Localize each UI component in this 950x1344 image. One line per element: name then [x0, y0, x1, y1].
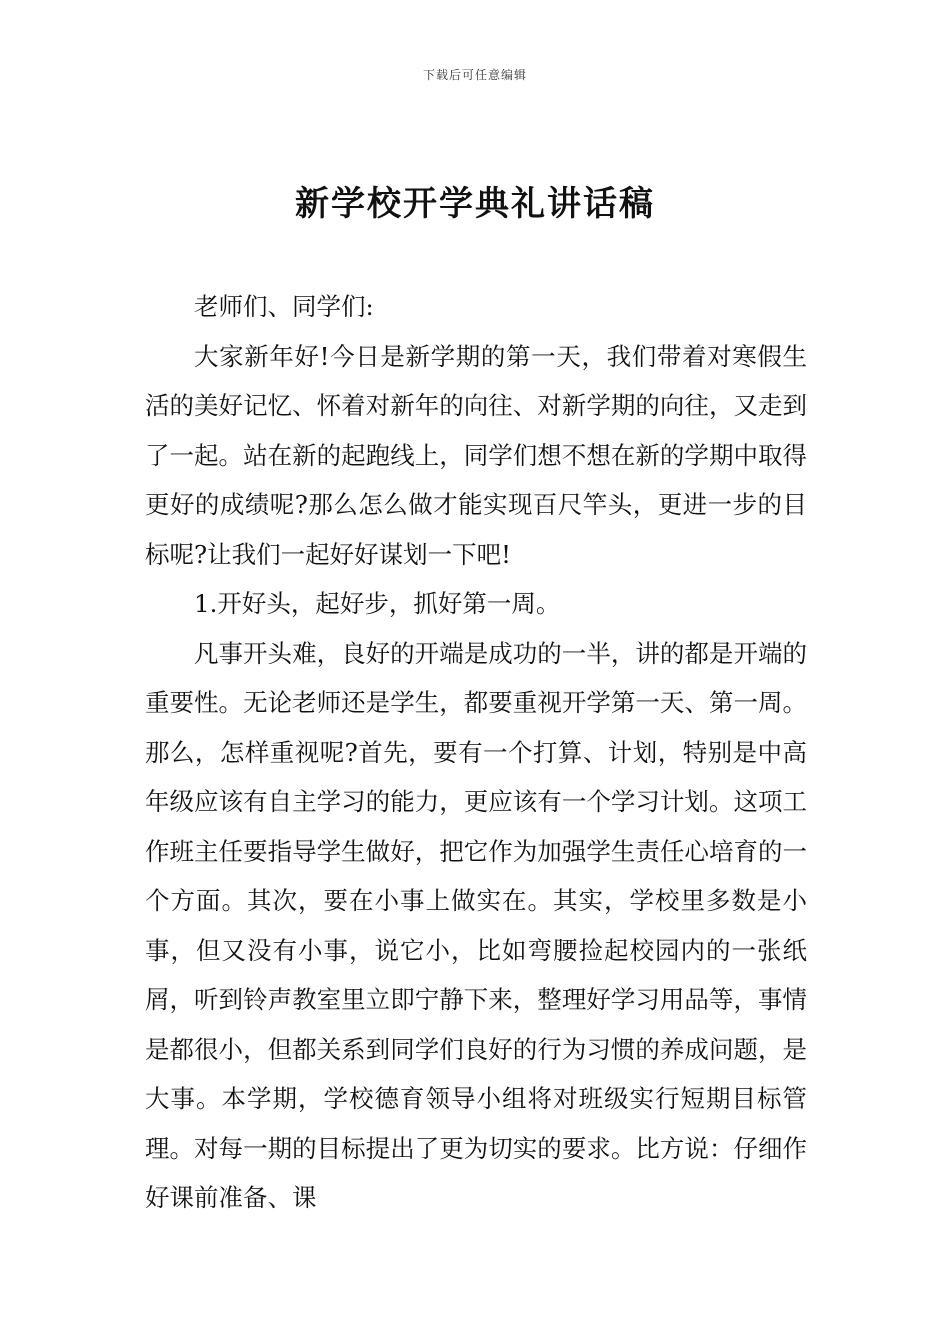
document-title: 新学校开学典礼讲话稿: [295, 184, 655, 224]
header-note: 下载后可任意编辑: [422, 68, 527, 82]
salutation-paragraph: 老师们、同学们:: [194, 292, 374, 321]
intro-paragraph: 大家新年好!今日是新学期的第一天，我们带着对寒假生活的美好记忆、怀着对新年的向往、对新学期的向往，又走到了一起。站在新的起跑线上，同学们想不想在新的学期中取得更好的成绩呢?那么怎么做才能实现百尺竿头，更进一步的目标呢?让我们一起好好谋划一下吧!: [145, 341, 807, 569]
body-paragraph: 凡事开头难，良好的开端是成功的一半，讲的都是开端的重要性。无论老师还是学生，都要重视开学第一天、第一周。那么，怎样重视呢?首先，要有一个打算、计划，特别是中高年级应该有自主学习的能力，更应该有一个学习计划。这项工作班主任要指导学生做好，把它作为加强学生责任心培育的一个方面。其次，要在小事上做实在。其实，学校里多数是小事，但又没有小事，说它小，比如弯腰捡起校园内的一张纸屑，听到铃声教室里立即宁静下来，整理好学习用品等，事情是都很小，但都关系到同学们良好的行为习惯的养成问题，是大事。本学期，学校德育领导小组将对班级实行短期目标管理。对每一期的目标提出了更为切实的要求。比方说：仔细作好课前准备、课: [145, 638, 807, 1212]
section-heading-1: 1.开好头，起好步，抓好第一周。: [194, 589, 561, 618]
document-body: [145, 282, 807, 1223]
